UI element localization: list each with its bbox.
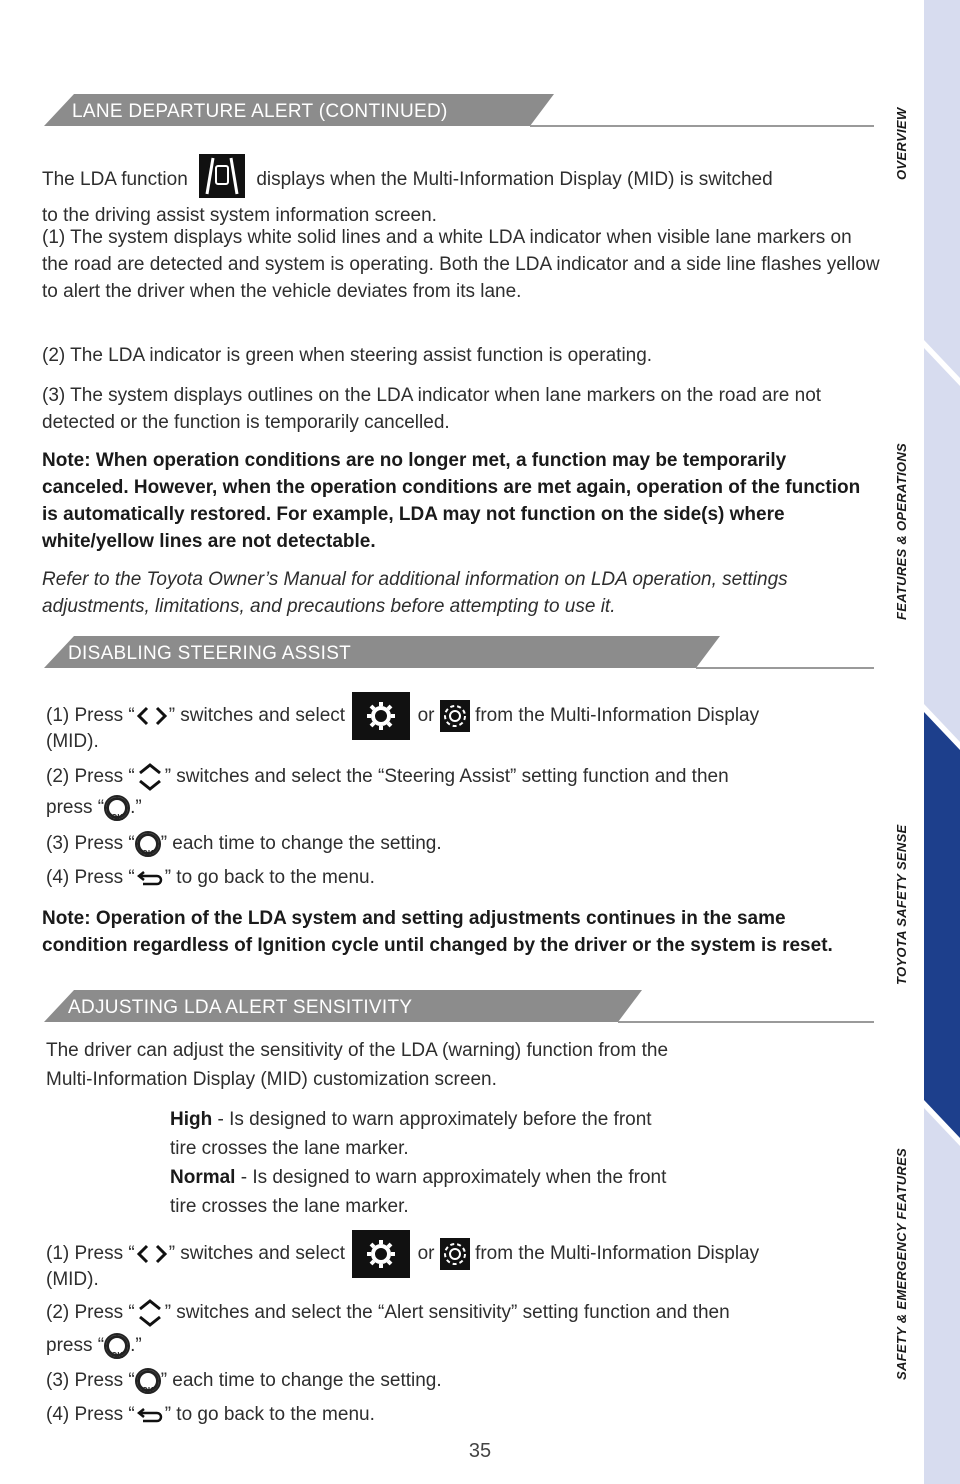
step-text: ” switches and select — [168, 1243, 346, 1265]
normal-label: Normal — [170, 1167, 236, 1188]
side-tab-strip — [924, 0, 960, 1484]
intro-text-cont: displays when the Multi-Information Display (MID) is switched — [256, 169, 773, 191]
lda-note: Note: When operation conditions are no longer met, a function may be temporarily canceled. However, when the operation conditions are met again, operation of the function is automatically restored. For example, LDA may not function on the side(s) where white/yellow lines are not detectable. — [42, 450, 861, 552]
section-title: ADJUSTING LDA ALERT SENSITIVITY — [68, 997, 413, 1018]
section-title: LANE DEPARTURE ALERT (CONTINUED) — [72, 101, 448, 122]
disabling-note: Note: Operation of the LDA system and setting adjustments continues in the same condition regardless of Ignition cycle until changed by the driver or the system is reset. — [42, 908, 833, 956]
step-text: (2) Press “ — [46, 1302, 135, 1324]
step-text: (2) Press “ — [46, 766, 135, 788]
back-arrow-icon — [135, 868, 165, 888]
step-text: ” to go back to the menu. — [164, 1404, 375, 1425]
disable-step-1-cont: (MID). — [46, 731, 99, 752]
step-text: ” switches and select the “Alert sensitivity” setting function and then — [164, 1302, 730, 1324]
step-text: (1) Press “ — [46, 705, 135, 727]
section-banner-lda — [44, 94, 874, 128]
step-text: ” each time to change the setting. — [160, 833, 442, 854]
left-right-arrows-icon — [135, 1242, 169, 1266]
up-down-arrows-icon — [135, 762, 165, 792]
ok-button-icon: OK — [135, 1368, 161, 1394]
intro-text: The LDA function — [42, 169, 188, 191]
ok-button-icon: OK — [104, 1333, 130, 1359]
lda-intro — [42, 158, 882, 229]
disable-step-4 — [46, 864, 375, 891]
gear-outline-icon — [440, 700, 470, 732]
section-banner-sensitivity — [44, 990, 874, 1024]
side-tab-shapes — [924, 0, 960, 1484]
step-text: (4) Press “ — [46, 867, 135, 888]
sensitivity-step-3 — [46, 1367, 442, 1394]
gear-icon — [352, 1230, 410, 1278]
step-text: press “ — [46, 797, 105, 818]
sensitivity-step-2-cont — [46, 1332, 142, 1359]
side-tab-overview[interactable]: OVERVIEW — [894, 107, 909, 180]
normal-text: - Is designed to warn approximately when the front — [235, 1167, 667, 1188]
back-arrow-icon — [135, 1405, 165, 1425]
step-text: ” to go back to the menu. — [164, 867, 375, 888]
normal-text-2: tire crosses the lane marker. — [170, 1196, 409, 1217]
intro-text-line2: to the driving assist system information screen. — [42, 205, 437, 226]
sensitivity-step-1-cont: (MID). — [46, 1269, 99, 1290]
lda-para-1: (1) The system displays white solid lines and a white LDA indicator when visible lane markers on the road are detected and system is operating. Both the LDA indicator and a side line flashes yellow to alert the driver when the vehicle deviates from its lane. — [42, 227, 880, 302]
step-text: (4) Press “ — [46, 1404, 135, 1425]
sensitivity-step-4 — [46, 1401, 375, 1428]
step-text: ” switches and select the “Steering Assist” setting function and then — [164, 766, 729, 788]
step-text: from the Multi-Information Display — [475, 705, 760, 727]
high-text: - Is designed to warn approximately before the front — [212, 1109, 652, 1130]
sensitivity-intro-1: The driver can adjust the sensitivity of the LDA (warning) function from the — [46, 1040, 669, 1061]
step-text: from the Multi-Information Display — [475, 1243, 760, 1265]
sensitivity-step-1 — [46, 1230, 759, 1278]
lda-para-2: (2) The LDA indicator is green when steering assist function is operating. — [42, 345, 653, 366]
sensitivity-step-2 — [46, 1298, 730, 1328]
step-text: .” — [130, 797, 142, 818]
disable-step-1 — [46, 692, 759, 740]
sensitivity-high — [170, 1105, 790, 1221]
step-text: ” each time to change the setting. — [160, 1370, 442, 1391]
up-down-arrows-icon — [135, 1298, 165, 1328]
gear-icon — [352, 692, 410, 740]
step-text: (3) Press “ — [46, 833, 135, 854]
page-number: 35 — [468, 1440, 492, 1462]
step-text: or — [417, 1243, 435, 1265]
lda-indicator-icon — [199, 154, 245, 198]
ok-button-icon: OK — [104, 795, 130, 821]
section-banner-disabling — [44, 636, 874, 670]
ok-button-icon: OK — [135, 831, 161, 857]
left-right-arrows-icon — [135, 704, 169, 728]
disable-step-2-cont — [46, 794, 142, 821]
side-tab-safety[interactable]: SAFETY & EMERGENCY FEATURES — [894, 1147, 909, 1380]
section-title: DISABLING STEERING ASSIST — [68, 643, 352, 664]
sensitivity-intro-2: Multi-Information Display (MID) customization screen. — [46, 1069, 497, 1090]
high-label: High — [170, 1109, 213, 1130]
side-tab-tss[interactable]: TOYOTA SAFETY SENSE — [894, 824, 909, 985]
disable-step-3 — [46, 830, 442, 857]
lda-para-3: (3) The system displays outlines on the LDA indicator when lane markers on the road are not detected or the function is temporarily cancelled. — [42, 385, 822, 433]
step-text: or — [417, 705, 435, 727]
side-tab-features[interactable]: FEATURES & OPERATIONS — [894, 443, 909, 620]
step-text: (3) Press “ — [46, 1370, 135, 1391]
disable-step-2 — [46, 762, 729, 792]
step-text: (1) Press “ — [46, 1243, 135, 1265]
step-text: .” — [130, 1335, 142, 1356]
step-text: ” switches and select — [168, 705, 346, 727]
step-text: press “ — [46, 1335, 105, 1356]
gear-outline-icon — [440, 1238, 470, 1270]
high-text-2: tire crosses the lane marker. — [170, 1138, 409, 1159]
lda-refer: Refer to the Toyota Owner’s Manual for additional information on LDA operation, settings adjustments, limitations, and precautions before attempting to use it. — [42, 569, 788, 617]
